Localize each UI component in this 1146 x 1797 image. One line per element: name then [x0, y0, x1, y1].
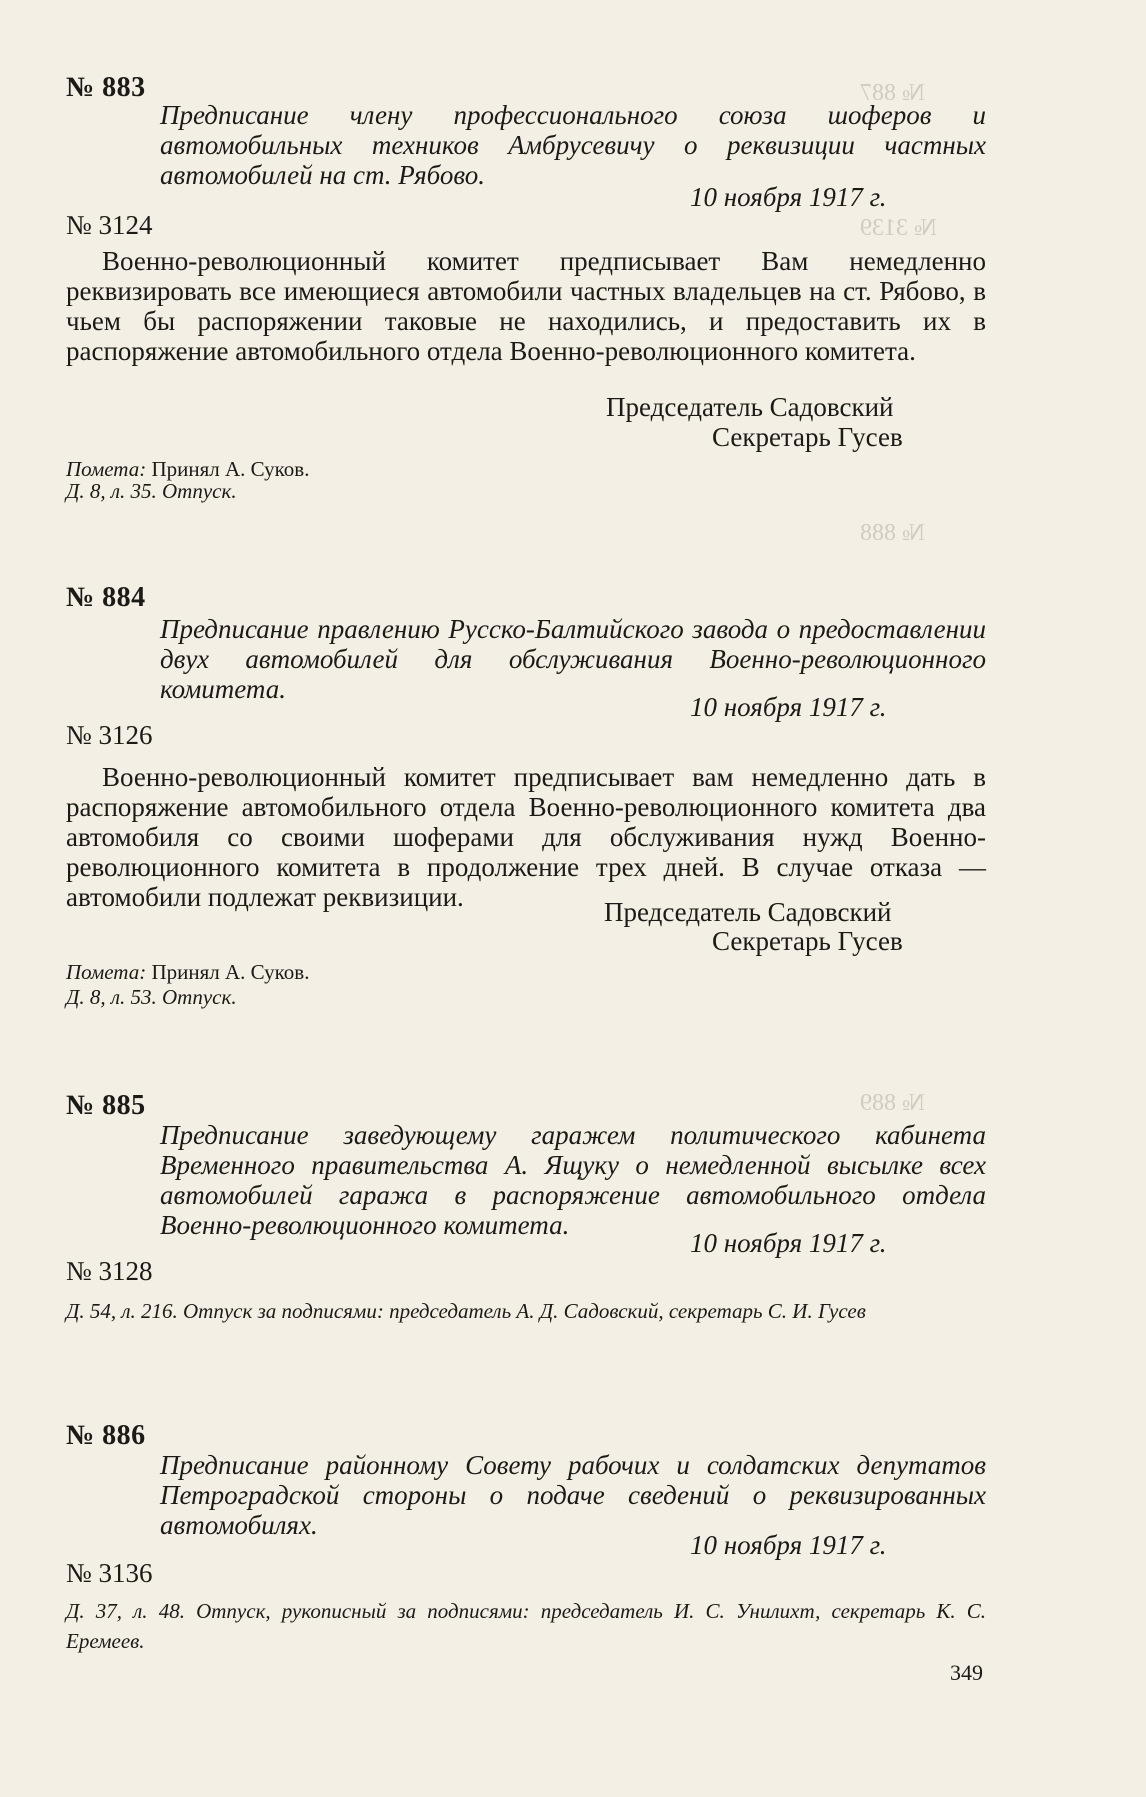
note-text: Принял А. Суков. [151, 457, 310, 481]
doc-body: Военно-революционный комитет предписывает Вам немедленно реквизировать все имеющиеся автомобили частных владельцев на ст. Рябово, в чьем бы распоряжении таковые не находились, и предоставить их в распоряжение автомобильного отдела Военно-революционного комитета. [66, 246, 986, 366]
bleed-through-decoration: № 889 [860, 1090, 925, 1116]
doc-heading: Предписание заведующему гаражем политического кабинета Временного правительства А. Ящуку о немедленной высылке всех автомобилей гаража в распоряжение автомобильного отдела Военно-революционного комитета. [160, 1120, 986, 1240]
bleed-through-decoration: № 3139 [860, 215, 937, 241]
archive-reference: Д. 54, л. 216. Отпуск за подписями: председатель А. Д. Садовский, секретарь С. И. Гусев [66, 1299, 866, 1323]
doc-date: 10 ноября 1917 г. [690, 1530, 887, 1560]
archive-reference: Д. 8, л. 35. Отпуск. [66, 479, 237, 503]
bleed-through-decoration: № 888 [860, 520, 925, 546]
doc-heading: Предписание районному Совету рабочих и солдатских депутатов Петроградской стороны о подаче сведений о реквизированных автомобилях. [160, 1450, 986, 1540]
note-label: Помета: [66, 457, 147, 481]
note-label: Помета: [66, 960, 147, 984]
archive-reference: Д. 37, л. 48. Отпуск, рукописный за подписями: председатель И. С. Унилихт, секретарь К. С. Еремеев. [66, 1599, 986, 1653]
archive-reference: Д. 8, л. 53. Отпуск. [66, 985, 237, 1009]
doc-heading: Предписание правлению Русско-Балтийского завода о предоставлении двух автомобилей для обслуживания Военно-революционного комитета. [160, 614, 986, 704]
note-text: Принял А. Суков. [151, 960, 310, 984]
doc-number: № 883 [66, 72, 146, 103]
doc-date: 10 ноября 1917 г. [690, 1228, 887, 1258]
page-number: 349 [950, 1660, 983, 1685]
doc-number: № 884 [66, 582, 146, 613]
doc-heading: Предписание члену профессионального союза шоферов и автомобильных техников Амбрусевичу о реквизиции частных автомобилей на ст. Рябово. [160, 100, 986, 190]
registration-number: № 3126 [66, 720, 153, 750]
signature-secretary: Секретарь Гусев [712, 422, 903, 452]
doc-date: 10 ноября 1917 г. [690, 692, 887, 722]
registration-number: № 3136 [66, 1558, 153, 1588]
signature-secretary: Секретарь Гусев [712, 926, 903, 956]
doc-date: 10 ноября 1917 г. [690, 182, 887, 212]
bleed-through-decoration: № 887 [860, 80, 925, 106]
registration-number: № 3124 [66, 210, 153, 240]
doc-number: № 886 [66, 1420, 146, 1451]
doc-number: № 885 [66, 1090, 146, 1121]
registration-number: № 3128 [66, 1256, 153, 1286]
doc-body: Военно-революционный комитет предписывает вам немедленно дать в распоряжение автомобильного отдела Военно-революционного комитета два автомобиля со своими шоферами для обслуживания нужд Военно-революционного комитета в продолжение трех дней. В случае отказа — автомобили подлежат реквизиции. [66, 762, 986, 912]
signature-chairman: Председатель Садовский [604, 897, 892, 927]
signature-chairman: Председатель Садовский [606, 392, 894, 422]
